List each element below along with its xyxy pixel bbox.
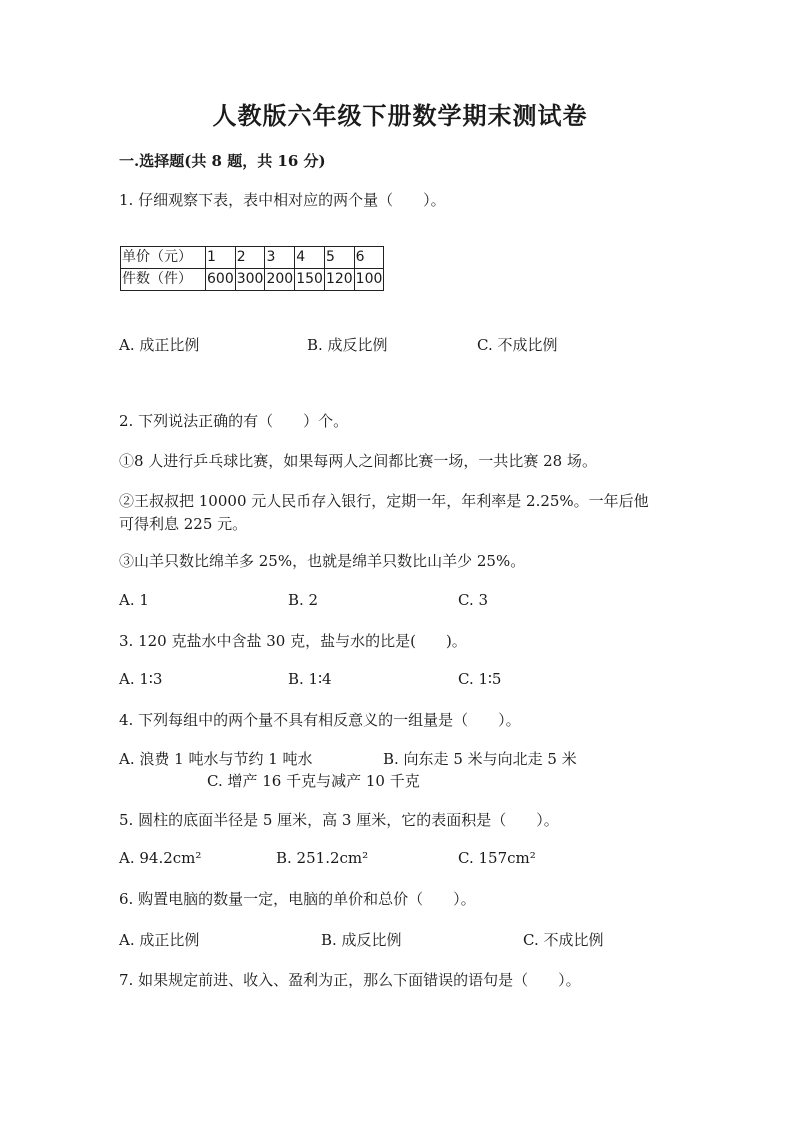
table-cell: 2 (235, 247, 265, 269)
table-cell: 件数（件） (121, 269, 206, 291)
question-7-stem: 7. 如果规定前进、收入、盈利为正，那么下面错误的语句是（ ）。 (119, 971, 581, 989)
table-cell: 6 (354, 247, 384, 269)
table-cell: 120 (324, 269, 354, 291)
question-3-stem: 3. 120 克盐水中含盐 30 克，盐与水的比是( )。 (119, 632, 467, 650)
question-2-option-c[interactable]: C. 3 (458, 591, 489, 609)
question-5-option-a[interactable]: A. 94.2cm² (119, 849, 202, 867)
section-heading: 一.选择题(共 8 题，共 16 分) (119, 152, 326, 170)
question-2-statement-3: ③山羊只数比绵羊多 25%，也就是绵羊只数比山羊少 25%。 (119, 552, 526, 570)
table-cell: 单价（元） (121, 247, 206, 269)
table-cell: 100 (354, 269, 384, 291)
question-2-statement-1: ①8 人进行乒乓球比赛，如果每两人之间都比赛一场，一共比赛 28 场。 (119, 452, 597, 470)
page-title: 人教版六年级下册数学期末测试卷 (212, 101, 588, 130)
question-3-option-a[interactable]: A. 1∶3 (119, 670, 163, 688)
question-2-option-b[interactable]: B. 2 (288, 591, 319, 609)
table-cell: 5 (324, 247, 354, 269)
table-row (121, 247, 384, 269)
question-4-option-b[interactable]: B. 向东走 5 米与向北走 5 米 (383, 750, 577, 768)
question-5-option-b[interactable]: B. 251.2cm² (276, 849, 369, 867)
question-6-option-a[interactable]: A. 成正比例 (119, 931, 200, 949)
table-cell: 150 (295, 269, 325, 291)
question-3-option-c[interactable]: C. 1∶5 (458, 670, 502, 688)
price-quantity-table (120, 246, 384, 291)
question-1-stem: 1. 仔细观察下表，表中相对应的两个量（ ）。 (119, 191, 446, 209)
table-cell: 4 (295, 247, 325, 269)
question-4-option-a[interactable]: A. 浪费 1 吨水与节约 1 吨水 (119, 750, 313, 768)
question-1-option-a[interactable]: A. 成正比例 (119, 336, 200, 354)
question-3-option-b[interactable]: B. 1∶4 (288, 670, 332, 688)
question-2-statement-2: ②王叔叔把 10000 元人民币存入银行，定期一年，年利率是 2.25%。一年后他 (119, 492, 649, 510)
question-2-stem: 2. 下列说法正确的有（ ）个。 (119, 412, 349, 430)
table-cell: 1 (206, 247, 236, 269)
question-2-statement-2-cont: 可得利息 225 元。 (119, 515, 248, 533)
question-5-option-c[interactable]: C. 157cm² (458, 849, 536, 867)
question-6-option-c[interactable]: C. 不成比例 (523, 931, 604, 949)
table-row (121, 269, 384, 291)
question-6-stem: 6. 购置电脑的数量一定，电脑的单价和总价（ ）。 (119, 890, 476, 908)
question-1-option-b[interactable]: B. 成反比例 (307, 336, 388, 354)
question-4-stem: 4. 下列每组中的两个量不具有相反意义的一组量是（ ）。 (119, 711, 521, 729)
table-cell: 200 (265, 269, 295, 291)
question-5-stem: 5. 圆柱的底面半径是 5 厘米，高 3 厘米，它的表面积是（ ）。 (119, 811, 559, 829)
question-6-option-b[interactable]: B. 成反比例 (321, 931, 402, 949)
question-2-option-a[interactable]: A. 1 (119, 591, 149, 609)
table-cell: 600 (206, 269, 236, 291)
table-cell: 3 (265, 247, 295, 269)
table-cell: 300 (235, 269, 265, 291)
question-1-option-c[interactable]: C. 不成比例 (477, 336, 558, 354)
question-4-option-c[interactable]: C. 增产 16 千克与减产 10 千克 (207, 772, 420, 790)
